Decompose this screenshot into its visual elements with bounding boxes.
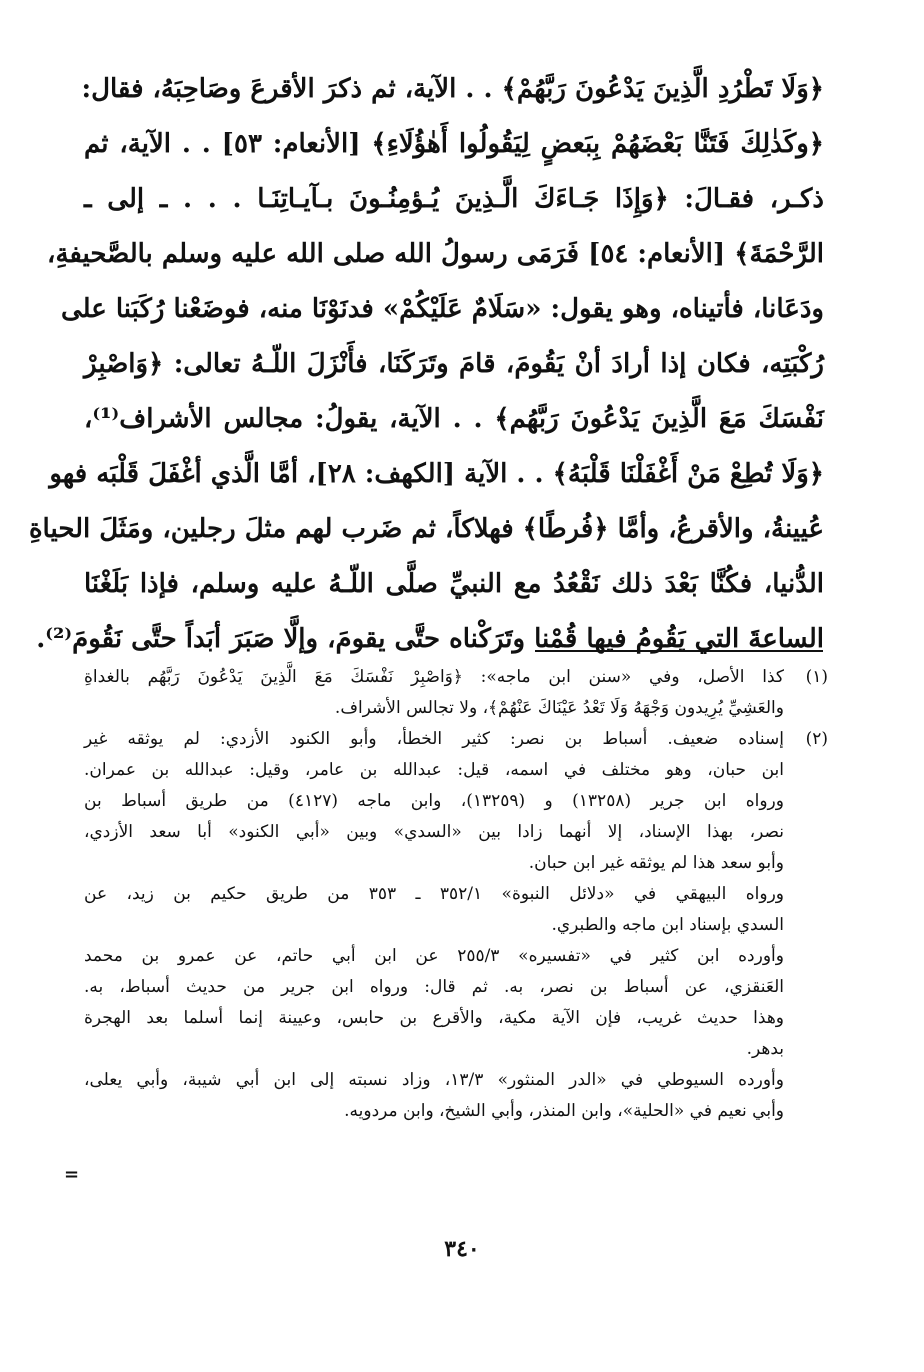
main-text-line: عُيينةُ، والأقرعُ، وأمَّا ﴿فُرطًا﴾ فهلاكاً، ثم ضَرب لهم مثلَ رجلين، ومَثَلَ الحياةِ [28,514,824,544]
footnote-line: ابن حبان، وهو مختلف في اسمه، قيل: عبدالله بن عامر، وقيل: عبدالله بن عمران. [84,760,784,780]
footnote-line: وهذا حديث غريب، فإن الآية مكية، والأقرع بن حابس، وعيينة إنما أسلما بعد الهجرة [84,1008,784,1028]
footnote-line: ورواه ابن جرير (١٣٢٥٨) و (١٣٢٥٩)، وابن ماجه (٤١٢٧) من طريق أسباط بن [84,791,784,811]
footnote-line: بدهر. [746,1039,784,1059]
footnote-line: العَنقزي، عن أسباط بن نصر، به. ثم قال: ورواه ابن جرير من حديث أسباط، به. [84,977,784,997]
main-text-line: الرَّحْمَةَ﴾ [الأنعام: ٥٤] فَرَمَى رسولُ الله صلى الله عليه وسلم بالصَّحيفةِ، [47,239,824,269]
main-text-line: ذكـر، فقـالَ: ﴿وَإِذَا جَـاءَكَ الَّـذِينَ يُـؤمِنُـونَ بـآيـاتِنَـا . . . ـ إلى ـ [84,184,824,214]
footnote-line: كذا الأصل، وفي «سنن ابن ماجه»: ﴿وَاصْبِرْ نَفْسَكَ مَعَ الَّذِينَ يَدْعُونَ رَبَّهُم بالغداةِ [84,667,784,687]
continuation-mark: = [64,1164,80,1185]
main-text-line: نَفْسَكَ مَعَ الَّذِينَ يَدْعُونَ رَبَّهُم﴾ . . الآية، يقولُ: مجالس الأشراف⁽¹⁾، [84,404,824,434]
footnote-line: وأورده السيوطي في «الدر المنثور» ١٣/٣، وزاد نسبته إلى ابن أبي شيبة، وأبي يعلى، [84,1070,784,1090]
main-text-line: الساعةَ التي يَقُومُ فيها قُمْنا وتَرَكْناه حتَّى يقومَ، وإلَّا صَبَرَ أبَداً حتَّى نَقُومَ⁽²⁾. [36,624,824,654]
footnotes-block [84,662,828,1127]
footnote-divider [535,650,823,652]
footnote-line: وأورده ابن كثير في «تفسيره» ٢٥٥/٣ عن ابن أبي حاتم، عن عمرو بن محمد [84,946,784,966]
footnote-1 [84,662,828,724]
main-text-line: ﴿وَلَا تَطْرُدِ الَّذِينَ يَدْعُونَ رَبَّهُمْ﴾ . . الآية، ثم ذكرَ الأقرعَ وصَاحِبَهُ، فقال: [81,74,824,104]
footnote-2 [84,724,828,879]
main-text-line: ودَعَانا، فأتيناه، وهو يقول: «سَلَامٌ عَلَيْكُمْ» فدنَوْنَا منه، فوضَعْنا رُكَبَنا على [61,294,824,324]
footnote-line: إسناده ضعيف. أسباط بن نصر: كثير الخطأ، وأبو الكنود الأزدي: لم يوثقه غير [84,729,784,749]
footnote-number: (١) [805,667,828,687]
main-text-line: رُكْبَتِه، فكان إذا أرادَ أنْ يَقُومَ، قامَ وتَرَكَنَا، فأَنْزَلَ اللّـهُ تعالى: ﴿وَاصْبِرْ [84,349,824,379]
footnote-line: نصر، بهذا الإسناد، إلا أنهما زادا بين «السدي» وبين «أبي الكنود» أبا سعد الأزدي، [84,822,784,842]
footnote-2-paragraph-2 [84,879,828,941]
footnote-line: السدي بإسناد ابن ماجه والطبري. [551,915,784,935]
footnote-line: وأبو سعد هذا لم يوثقه غير ابن حبان. [528,853,784,873]
main-text-line: الدُّنيا، فكُنَّا بَعْدَ ذلك نَقْعُدُ مع النبيِّ صلَّى اللّـهُ عليه وسلم، فإذا بَلَغْنَا [84,569,824,599]
footnote-2-paragraph-4 [84,1065,828,1127]
main-text-block [28,62,824,667]
footnote-number: (٢) [805,729,828,749]
main-text-line: ﴿وَلَا تُطِعْ مَنْ أَغْفَلْنَا قَلْبَهُ﴾ . . الآية [الكهف: ٢٨]، أمَّا الَّذي أغْفَلَ قَلْبَه فهو [49,459,824,489]
footnote-2-paragraph-3 [84,941,828,1065]
footnote-line: والعَشِيِّ يُرِيدون وَجْهَهُ وَلَا تَعْدُ عَيْنَاكَ عَنْهُمْ﴾، ولا تجالس الأشراف. [334,698,784,718]
page-number: ٣٤٠ [444,1236,480,1262]
footnote-line: ورواه البيهقي في «دلائل النبوة» ٣٥٢/١ ـ ٣٥٣ من طريق حكيم بن زيد، عن [84,884,784,904]
footnote-line: وأبي نعيم في «الحلية»، وابن المنذر، وأبي الشيخ، وابن مردويه. [344,1101,784,1121]
main-text-line: ﴿وكَذٰلِكَ فَتَنَّا بَعْضَهُمْ بِبَعضٍ لِيَقُولُوا أَهٰؤُلَاءِ﴾ [الأنعام: ٥٣] . . الآية، ثم [84,129,824,159]
